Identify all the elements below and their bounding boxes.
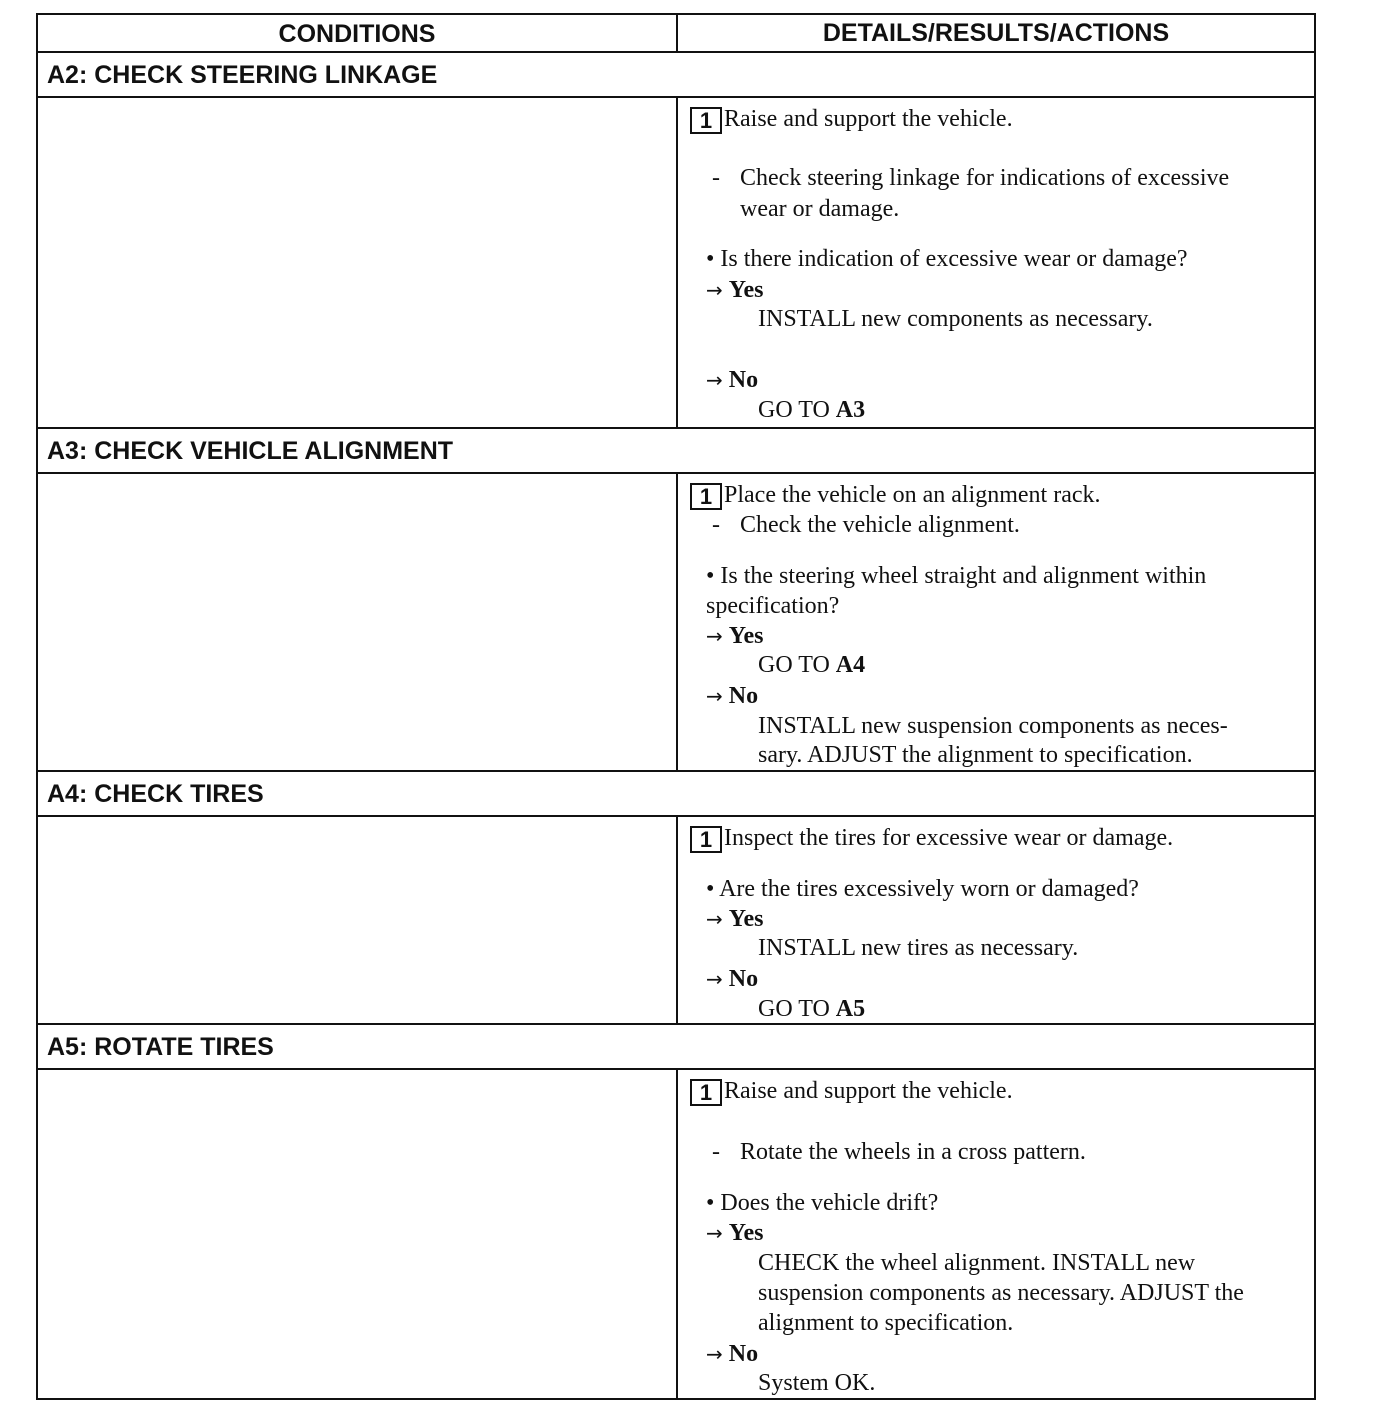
section-body-a4 bbox=[38, 817, 1314, 1025]
table-header bbox=[38, 15, 1314, 53]
step-text: Raise and support the vehicle. bbox=[724, 106, 1013, 132]
go-to-reference: A5 bbox=[835, 996, 866, 1022]
question-text: • Is there indication of excessive wear or damage? bbox=[706, 246, 1188, 272]
yes-result bbox=[706, 906, 763, 933]
step-text: Raise and support the vehicle. bbox=[724, 1078, 1013, 1104]
conditions-cell bbox=[38, 817, 678, 1023]
arrow-right-icon: → bbox=[706, 1221, 723, 1245]
question-text: specification? bbox=[706, 593, 840, 619]
no-result bbox=[706, 1341, 758, 1368]
check-text: wear or damage. bbox=[740, 196, 900, 222]
conditions-cell bbox=[38, 98, 678, 427]
details-cell bbox=[678, 98, 1314, 427]
go-to-reference: A4 bbox=[835, 652, 866, 678]
no-action: GO TO A5 bbox=[758, 996, 866, 1022]
check-text: Rotate the wheels in a cross pattern. bbox=[740, 1139, 1086, 1165]
no-action: GO TO A3 bbox=[758, 397, 866, 423]
conditions-header: CONDITIONS bbox=[38, 15, 678, 51]
go-to-reference: A3 bbox=[835, 397, 866, 423]
yes-action: alignment to specification. bbox=[758, 1310, 1014, 1336]
yes-action: CHECK the wheel alignment. INSTALL new bbox=[758, 1250, 1196, 1276]
arrow-right-icon: → bbox=[706, 1342, 723, 1366]
details-cell bbox=[678, 474, 1314, 770]
conditions-cell bbox=[38, 1070, 678, 1398]
yes-label: Yes bbox=[728, 623, 764, 649]
diagnostic-table bbox=[36, 13, 1316, 1400]
section-body-a3 bbox=[38, 474, 1314, 772]
arrow-right-icon: → bbox=[706, 907, 723, 931]
yes-result bbox=[706, 623, 763, 650]
no-action: sary. ADJUST the alignment to specification. bbox=[758, 742, 1193, 768]
no-label: No bbox=[728, 367, 759, 393]
question-text: • Are the tires excessively worn or damaged? bbox=[706, 876, 1139, 902]
no-label: No bbox=[728, 966, 759, 992]
section-body-a5 bbox=[38, 1070, 1314, 1398]
no-action: System OK. bbox=[758, 1370, 876, 1396]
dash-symbol: - bbox=[712, 1139, 720, 1165]
check-text: Check steering linkage for indications of excessive bbox=[740, 165, 1230, 191]
section-body-a2 bbox=[38, 98, 1314, 429]
section-title-a5: A5: ROTATE TIRES bbox=[38, 1025, 1314, 1070]
arrow-right-icon: → bbox=[706, 967, 723, 991]
dash-symbol: - bbox=[712, 512, 720, 538]
no-label: No bbox=[728, 1341, 759, 1367]
check-text: Check the vehicle alignment. bbox=[740, 512, 1020, 538]
step-text: Inspect the tires for excessive wear or damage. bbox=[724, 825, 1174, 851]
dash-symbol: - bbox=[712, 165, 720, 191]
yes-label: Yes bbox=[728, 277, 764, 303]
no-result bbox=[706, 966, 758, 993]
yes-action: INSTALL new components as necessary. bbox=[758, 306, 1153, 332]
conditions-cell bbox=[38, 474, 678, 770]
details-cell bbox=[678, 1070, 1314, 1398]
section-title-a3: A3: CHECK VEHICLE ALIGNMENT bbox=[38, 429, 1314, 474]
no-label: No bbox=[728, 683, 759, 709]
section-title-a4: A4: CHECK TIRES bbox=[38, 772, 1314, 817]
question-text: • Is the steering wheel straight and alignment within bbox=[706, 563, 1207, 589]
yes-result bbox=[706, 1220, 763, 1247]
step-number-box: 1 bbox=[690, 1079, 722, 1106]
yes-action: suspension components as necessary. ADJUST the bbox=[758, 1280, 1244, 1306]
arrow-right-icon: → bbox=[706, 368, 723, 392]
step-number-box: 1 bbox=[690, 483, 722, 510]
yes-action: INSTALL new tires as necessary. bbox=[758, 935, 1079, 961]
yes-label: Yes bbox=[728, 1220, 764, 1246]
arrow-right-icon: → bbox=[706, 624, 723, 648]
step-number-box: 1 bbox=[690, 826, 722, 853]
details-cell bbox=[678, 817, 1314, 1023]
yes-label: Yes bbox=[728, 906, 764, 932]
arrow-right-icon: → bbox=[706, 684, 723, 708]
question-text: • Does the vehicle drift? bbox=[706, 1190, 939, 1216]
step-number-box: 1 bbox=[690, 107, 722, 134]
details-header: DETAILS/RESULTS/ACTIONS bbox=[822, 19, 1170, 47]
step-text: Place the vehicle on an alignment rack. bbox=[724, 482, 1101, 508]
no-action: INSTALL new suspension components as neces- bbox=[758, 713, 1228, 739]
no-result bbox=[706, 683, 758, 710]
section-title-a2: A2: CHECK STEERING LINKAGE bbox=[38, 53, 1314, 98]
yes-action: GO TO A4 bbox=[758, 652, 866, 678]
no-result bbox=[706, 367, 758, 394]
arrow-right-icon: → bbox=[706, 278, 723, 302]
yes-result bbox=[706, 277, 763, 304]
